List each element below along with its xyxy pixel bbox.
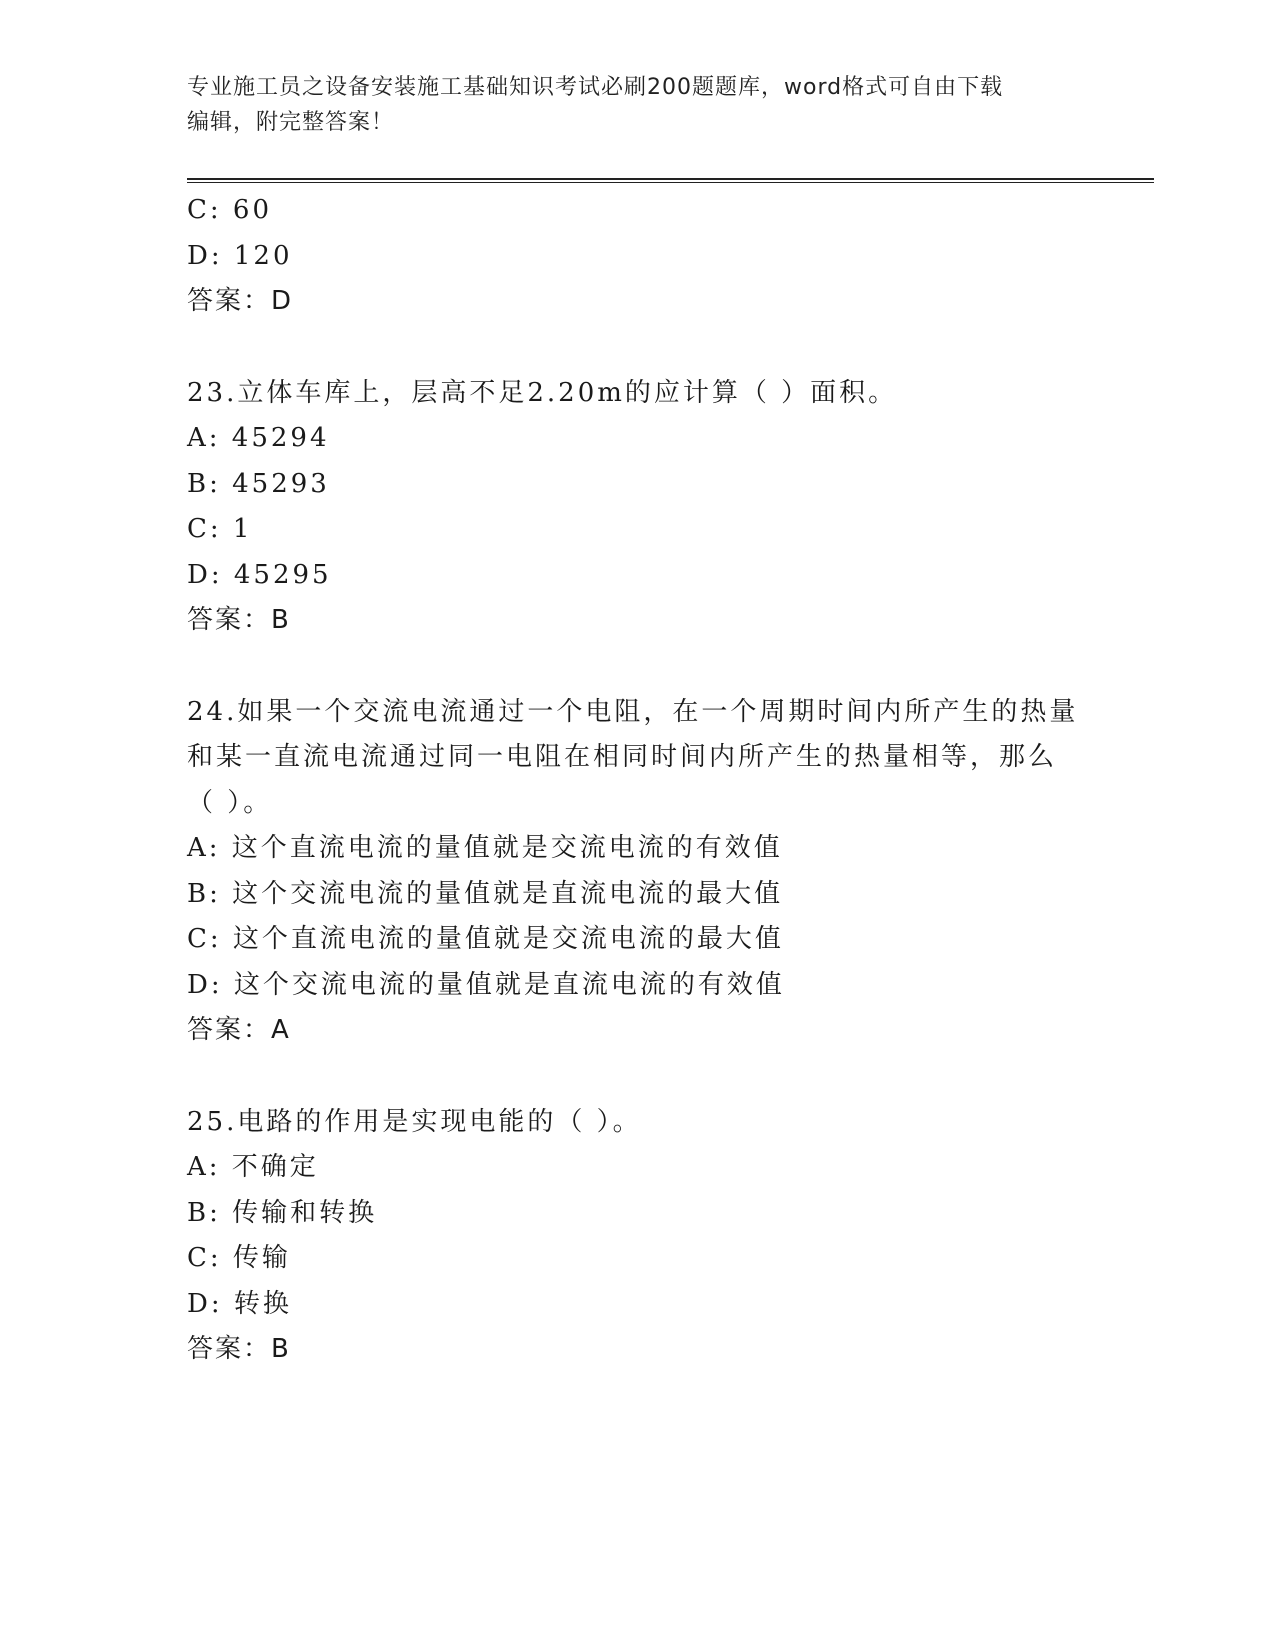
option-a: A: 45294 bbox=[187, 423, 330, 453]
question-block-23 bbox=[187, 371, 1087, 644]
spacer bbox=[187, 1054, 1087, 1100]
option-a: A: 这个直流电流的量值就是交流电流的有效值 bbox=[187, 833, 783, 863]
option-d: D: 120 bbox=[187, 240, 293, 271]
answer-label: 答案：B bbox=[187, 605, 291, 635]
question-stem-line1: 24.如果一个交流电流通过一个电阻，在一个周期时间内所产生的热量 bbox=[187, 696, 1079, 727]
spacer bbox=[187, 325, 1087, 371]
question-stem-line3: （ ）。 bbox=[187, 787, 273, 818]
option-c: C: 60 bbox=[187, 195, 273, 225]
answer-label: 答案：A bbox=[187, 1015, 291, 1045]
option-b: B: 45293 bbox=[187, 468, 330, 499]
option-c: C: 这个直流电流的量值就是交流电流的最大值 bbox=[187, 924, 784, 954]
question-block-25 bbox=[187, 1100, 1087, 1373]
option-c: C: 传输 bbox=[187, 1243, 291, 1273]
option-b: B: 这个交流电流的量值就是直流电流的最大值 bbox=[187, 878, 784, 909]
page-header bbox=[187, 70, 1087, 140]
header-title-line1: 专业施工员之设备安装施工基础知识考试必刷200题题库，word格式可自由下载 bbox=[187, 75, 1004, 100]
answer-label: 答案：B bbox=[187, 1334, 291, 1364]
question-block-24 bbox=[187, 690, 1087, 1054]
question-block-22 bbox=[187, 188, 1087, 325]
option-d: D: 45295 bbox=[187, 559, 332, 590]
option-c: C: 1 bbox=[187, 514, 253, 544]
answer-label: 答案：D bbox=[187, 286, 294, 316]
option-d: D: 转换 bbox=[187, 1288, 292, 1319]
question-stem: 25.电路的作用是实现电能的（ ）。 bbox=[187, 1106, 642, 1137]
option-d: D: 这个交流电流的量值就是直流电流的有效值 bbox=[187, 969, 785, 1000]
option-a: A: 不确定 bbox=[187, 1152, 319, 1182]
option-b: B: 传输和转换 bbox=[187, 1197, 378, 1228]
header-rule-thick bbox=[187, 178, 1154, 180]
question-stem: 23.立体车库上，层高不足2.20m的应计算（ ）面积。 bbox=[187, 377, 898, 408]
question-content bbox=[187, 188, 1087, 1373]
header-rule-thin bbox=[187, 182, 1154, 183]
spacer bbox=[187, 644, 1087, 690]
header-title-line2: 编辑，附完整答案！ bbox=[187, 110, 395, 135]
question-stem-line2: 和某一直流电流通过同一电阻在相同时间内所产生的热量相等，那么 bbox=[187, 742, 1058, 772]
